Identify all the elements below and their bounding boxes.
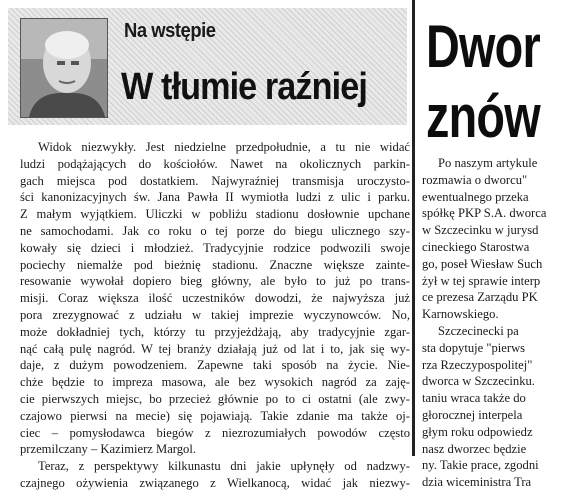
- text-line: misji. Coraz większa ilość uczestników dowodzi, że najwyższa już: [20, 291, 410, 306]
- text-line: nasz dworzec będzie: [422, 441, 527, 456]
- text-line: pociechy niemalże pod bieżnię stadionu. Znaczne większe zainte-: [20, 257, 410, 272]
- text-line: czajowo pierwsi na mecie) się pojawiają. Takie zdanie ma także oj-: [20, 408, 410, 423]
- text-line: sta dopytuje "pierws: [422, 340, 526, 355]
- text-line: rozmawia o dworcu": [422, 172, 528, 187]
- text-line: Z małym wyjątkiem. Uliczki w pobliżu stadionu dosłownie upchane: [20, 207, 410, 222]
- text-line: resowanie wywołał dopiero bieg główny, ale było to już po trans-: [20, 274, 410, 289]
- text-line: Teraz, z perspektywy kilkunastu dni jakie upłynęły od nadzwy-: [38, 459, 410, 474]
- section-label: Na wstępie: [124, 20, 216, 42]
- text-line: ewentualnego przeka: [422, 189, 529, 204]
- article-body-right: [422, 155, 572, 491]
- text-line: ści kanonizacyjnych św. Jana Pawła II wymiotła ludzi z ulic i parku.: [20, 190, 410, 205]
- headline-line-2: znów: [426, 83, 540, 150]
- text-line: kowały się dzieci i młodzież. Tradycyjnie rodzice podwozili swoje: [20, 240, 410, 255]
- text-line: daje, z dużym powodzeniem. Zapewne taki sposób na życie. Nie-: [20, 358, 410, 373]
- author-photo: [20, 18, 108, 118]
- text-line: w Szczecinku w jurysd: [422, 223, 539, 238]
- text-line: Widok niezwykły. Jest niedzielne przedpołudnie, a tu nie widać: [38, 140, 410, 154]
- text-line: rza Rzeczypospolitej": [422, 357, 533, 372]
- text-line: chże będzie to impreza masowa, ale bez wysokich nagród za zaję-: [20, 375, 410, 390]
- article-body: [20, 139, 410, 492]
- text-line: cineckiego Starostwa: [422, 239, 530, 254]
- text-line: nąć całą pulę nagród. W tej branży działają już od lat i to, jak się wy-: [20, 341, 410, 356]
- text-line: ludzi podążających do kościołów. Nawet na okolicznych parkin-: [20, 156, 410, 171]
- text-line: głorocznej interpela: [422, 407, 523, 422]
- text-line: Po naszym artykule: [438, 156, 538, 170]
- text-line: ne samochodami. Jak co roku o tej porze do biegu ulicznego szy-: [20, 223, 410, 238]
- text-line: ce prezesa Zarządu PK: [422, 290, 538, 305]
- text-line: żył w tej sprawie interp: [422, 273, 541, 288]
- text-line: ny. Takie prace, zgodni: [422, 458, 539, 473]
- text-line: taniu wraca także do: [422, 391, 526, 406]
- text-line: może dokładniej tych, którzy tu przyjeżdżają, aby tradycyjnie zgar-: [20, 324, 410, 339]
- text-line: ciec – pomysłodawca biegów z niezrozumiałych powodów często: [20, 425, 410, 440]
- text-line: głym roku odpowiedz: [422, 424, 533, 439]
- headline-line-1: Dwor: [426, 13, 540, 80]
- text-line: przemilczany – Kazimierz Margol.: [20, 442, 197, 457]
- column-article-right: [418, 0, 565, 490]
- text-line: go, poseł Wiesław Such: [422, 256, 543, 271]
- article-headline: W tłumie raźniej: [121, 66, 367, 108]
- text-line: pora zrezygnować z udziału w takiej imprezie wyczynowców. No,: [20, 307, 410, 322]
- text-line: gach miejsca pod dostatkiem. Najwyraźniej transmisja uroczysto-: [20, 173, 410, 188]
- text-line: Szczecinecki pa: [438, 323, 519, 338]
- text-line: spółkę PKP S.A. dworca: [422, 206, 547, 221]
- text-line: dworca w Szczecinku.: [422, 374, 535, 389]
- text-line: cie pierwszych miejsc, bo przecież głównie po to ci ostatni (ale zwy-: [20, 391, 410, 406]
- text-line: Karnowskiego.: [422, 307, 499, 322]
- text-line: czajnego ożywienia związanego z Wielkanocą, widać jak niezwy-: [20, 475, 410, 490]
- text-line: dzia wiceministra Tra: [422, 475, 532, 490]
